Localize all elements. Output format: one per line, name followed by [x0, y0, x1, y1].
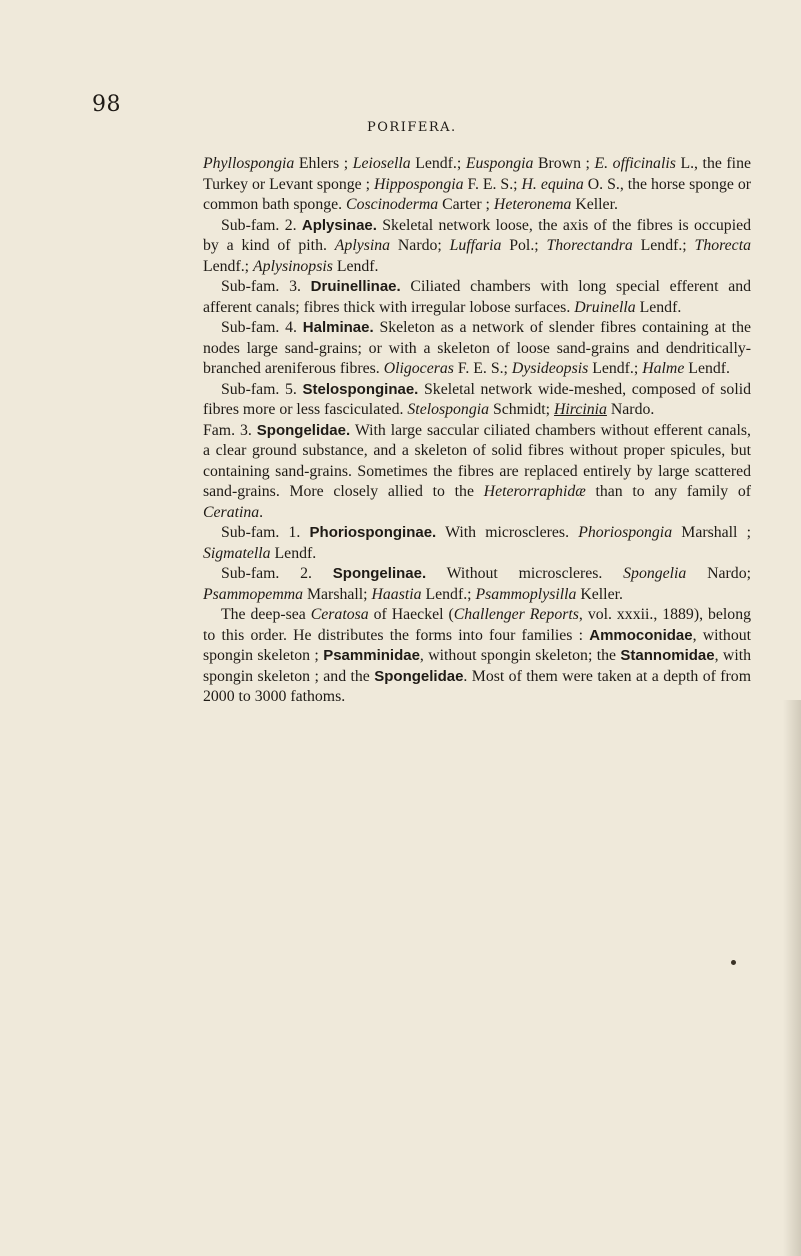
genus-name: Euspongia — [465, 155, 534, 172]
paragraph-druinellinae: Sub-fam. 3. Druinellinae. Ciliated chambers with long special efferent and afferent canals; fibres thick with irregular lobose surfaces. Druinella Lendf. — [203, 278, 751, 316]
taxon-heading: Aplysinae. — [301, 216, 377, 234]
species-name: H. equina — [521, 175, 584, 193]
genus-name: Hippospongia — [373, 175, 464, 193]
page-edge-shadow — [783, 700, 801, 1256]
underlined-genus: Hircinia — [553, 401, 607, 418]
paragraph-genera-list: Phyllospongia Ehlers ; Leiosella Lendf.; Euspongia Brown ; E. officinalis L., the fine Turkey or Levant sponge ; Hippospongia F. E. S.; H. equina O. S., the horse sponge or common bath sponge. Coscinoderma Carter ; Heteronema Keller. — [203, 155, 751, 213]
paragraph-phoriosponginae: Sub-fam. 1. Phoriosponginae. With microscleres. Phoriospongia Marshall ; Sigmatella Lendf. — [203, 524, 751, 562]
paragraph-aplysinae: Sub-fam. 2. Aplysinae. Skeletal network loose, the axis of the fibres is occupied by a kind of pith. Aplysina Nardo; Luffaria Pol.; Thorectandra Lendf.; Thorecta Lendf.; Aplysinopsis Lendf. — [203, 216, 751, 275]
taxon-heading: Halminae. — [302, 319, 374, 336]
taxon-heading: Druinellinae. — [310, 278, 401, 295]
taxon-heading: Stannomidae — [620, 647, 715, 664]
genus-name: Leiosella — [352, 155, 411, 172]
page-number: 98 — [92, 92, 121, 117]
running-head: PORIFERA. — [367, 120, 457, 135]
paragraph-spongelinae: Sub-fam. 2. Spongelinae. Without microscleres. Spongelia Nardo; Psammopemma Marshall; Haastia Lendf.; Psammoplysilla Keller. — [203, 565, 751, 603]
body-text — [203, 154, 751, 708]
taxon-heading: Phoriosponginae. — [309, 524, 437, 541]
taxon-heading: Stelosponginae. — [302, 380, 419, 398]
taxon-heading: Psamminidae — [323, 647, 420, 664]
species-name: E. officinalis — [594, 155, 676, 172]
taxon-heading: Spongelinae. — [332, 565, 427, 582]
paragraph-halminae: Sub-fam. 4. Halminae. Skeleton as a network of slender fibres containing at the nodes large sand-grains; or with a skeleton of loose sand-grains and dendritically-branched areniferous fibres. Oligoceras F. E. S.; Dysideopsis Lendf.; Halme Lendf. — [203, 319, 751, 377]
genus-name: Heteronema — [493, 196, 572, 213]
paragraph-ceratosa: The deep-sea Ceratosa of Haeckel (Challenger Reports, vol. xxxii., 1889), belong to this order. He distributes the forms into four families : Ammoconidae, without spongin skeleton ; Psamminidae, without spongin skeleton; the Stannomidae, with spongin skeleton ; and the Spongelidae. Most of them were taken at a depth of from 2000 to 3000 fathoms. — [203, 606, 752, 705]
genus-name: Phyllospongia — [203, 155, 295, 172]
genus-name: Coscinoderma — [346, 196, 439, 213]
paragraph-stelosponginae: Sub-fam. 5. Stelosponginae. Skeletal network wide-meshed, composed of solid fibres more or less fasciculated. Stelospongia Schmidt; Hircinia Nardo. — [203, 380, 751, 418]
taxon-heading: Ammoconidae — [589, 626, 693, 644]
ink-speck — [731, 960, 736, 965]
paragraph-spongelidae: Fam. 3. Spongelidae. With large saccular ciliated chambers without efferent canals, a clear ground substance, and a skeleton of solid fibres without proper spicules, but containing sand-grains. Sometimes the fibres are replaced entirely by large scattered sand-grains. More closely allied to the Heterorraphidæ than to any family of Ceratina. — [203, 421, 752, 521]
taxon-heading: Spongelidae. — [256, 421, 351, 439]
taxon-heading: Spongelidae — [374, 667, 464, 685]
